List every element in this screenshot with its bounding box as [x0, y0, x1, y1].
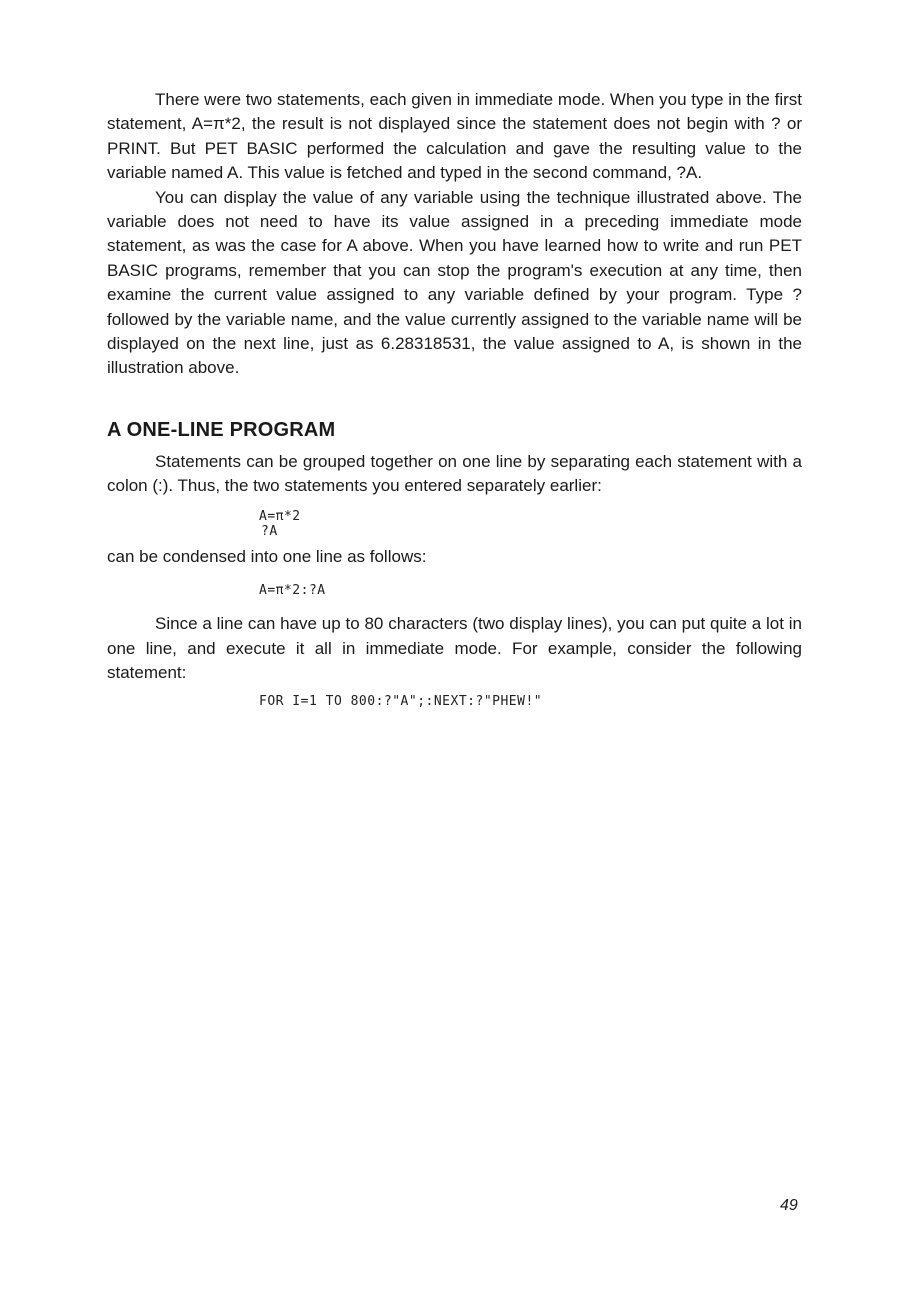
paragraph-condensed: can be condensed into one line as follows: [107, 546, 427, 566]
page-number: 49 [780, 1197, 798, 1214]
code-line: ?A [261, 523, 278, 539]
paragraph-display-variable: You can display the value of any variable using the technique illustrated above. The variable does not need to have its value assigned in a preceding immediate mode statement, as was the case for A above. When you have learned how to write and run PET BASIC programs, remember that you can stop the program's execution at any time, then examine the current value assigned to any variable defined by your program. Type ? followed by the variable name, and the value currently assigned to the variable name will be displayed on the next line, just as 6.28318531, the value assigned to A, is shown in the illustration above. [107, 187, 802, 378]
paragraph-grouping-statements: Statements can be grouped together on one line by separating each statement with a colon (:). Thus, the two statements you entered separately earlier: [107, 451, 802, 496]
paragraph-eighty-characters: Since a line can have up to 80 characters (two display lines), you can put quite a lot in one line, and execute it all in immediate mode. For example, consider the following statement: [107, 614, 802, 682]
page-content [107, 88, 802, 709]
section-heading: A ONE-LINE PROGRAM [107, 418, 336, 441]
code-line: A=π*2 [259, 508, 301, 524]
paragraph-immediate-mode: There were two statements, each given in immediate mode. When you type in the first statement, A=π*2, the result is not displayed since the statement does not begin with ? or PRINT. But PET BASIC performed the calculation and gave the resulting value to the variable named A. This value is fetched and typed in the second command, ?A. [107, 90, 802, 183]
code-block-for-loop: FOR I=1 TO 800:?"A";:NEXT:?"PHEW!" [259, 694, 543, 710]
code-block-two-statements [259, 509, 802, 539]
code-block-one-line: A=π*2:?A [259, 583, 326, 599]
